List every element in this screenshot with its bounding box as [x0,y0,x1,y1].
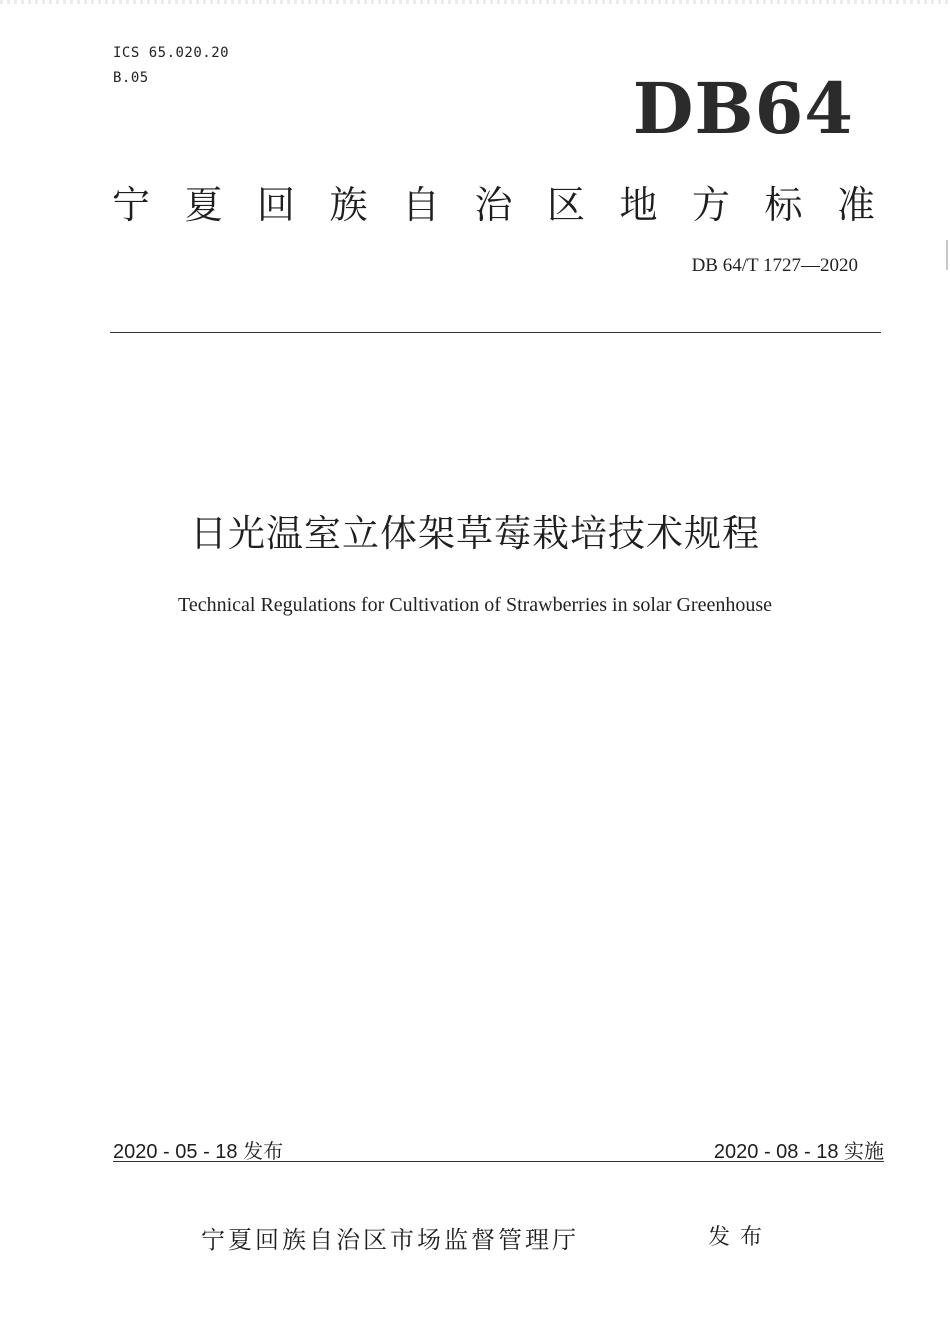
footer-divider [113,1161,884,1162]
issuing-action: 发布 [708,1225,773,1250]
document-title-english: Technical Regulations for Cultivation of Strawberries in solar Greenhouse [178,594,772,616]
standard-number: DB 64/T 1727—2020 [691,255,858,276]
standard-type-heading: 宁夏回族自治区地方标准 [112,183,910,227]
document-title-chinese: 日光温室立体架草莓栽培技术规程 [190,512,760,555]
ccs-code: B.05 [113,70,149,86]
ics-code: ICS 65.020.20 [113,45,230,61]
implementation-date: 2020 - 08 - 18 实施 [713,1141,884,1163]
scan-artifact-right [946,240,948,270]
scan-artifact-top [0,0,950,4]
issue-date: 2020 - 05 - 18 发布 [113,1141,284,1163]
header-divider [110,332,881,333]
issuing-authority: 宁夏回族自治区市场监督管理厅 [201,1226,579,1254]
db-mark-logo: DB64 [632,67,854,150]
